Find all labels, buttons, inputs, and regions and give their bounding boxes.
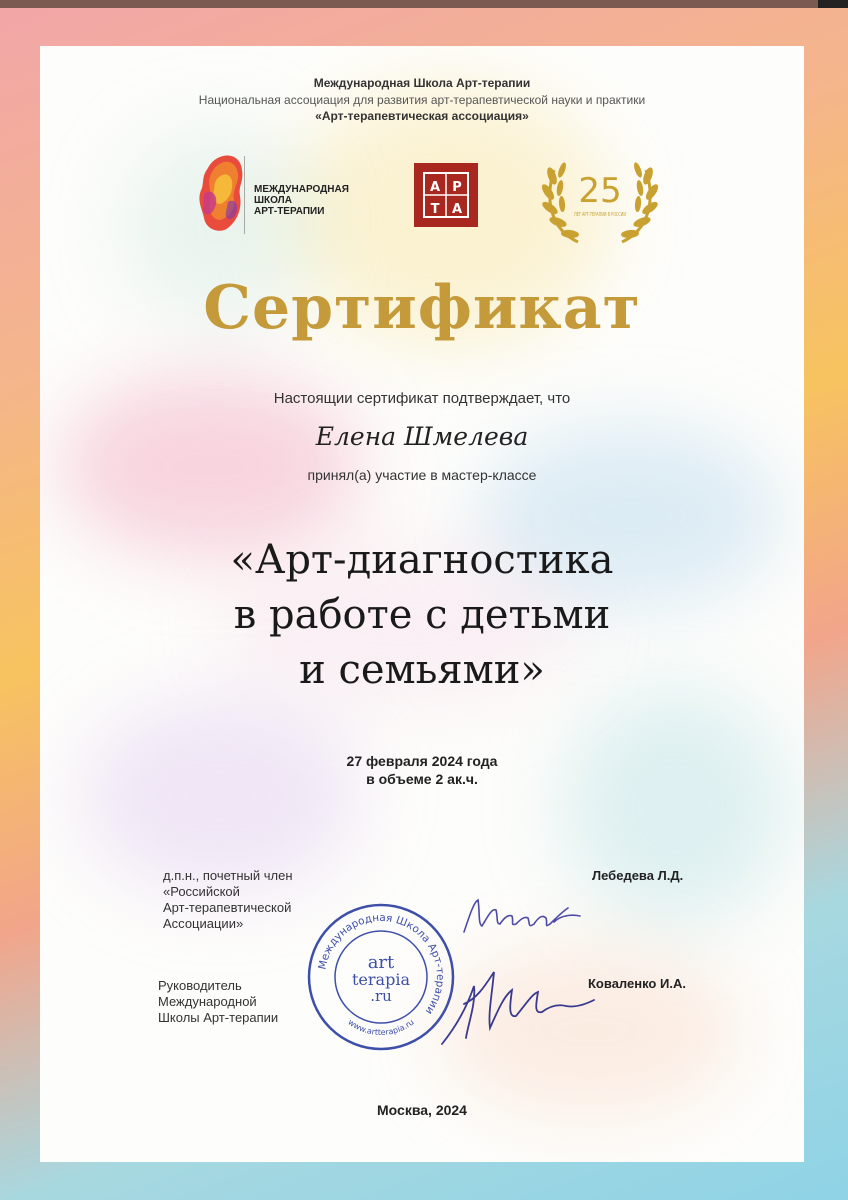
event-date: 27 февраля 2024 года bbox=[346, 753, 498, 769]
arta-badge-letter: А bbox=[429, 180, 441, 195]
role-line: Школы Арт-терапии bbox=[158, 1010, 279, 1025]
signatory-2-name: Коваленко И.А. bbox=[588, 976, 686, 991]
stamp-center-line: terapia bbox=[352, 970, 410, 989]
stamp-center-line: .ru bbox=[370, 987, 392, 1005]
anniversary-number: 25 bbox=[578, 171, 622, 211]
anniversary-laurel-logo bbox=[538, 150, 662, 246]
course-title-line: «Арт-диагностика bbox=[230, 537, 614, 583]
school-stamp bbox=[306, 902, 456, 1052]
header-school-name: Международная Школа Арт-терапии bbox=[313, 76, 531, 90]
school-logo-text bbox=[254, 184, 374, 217]
signature-kovalenko bbox=[438, 964, 598, 1048]
top-corner-shade bbox=[818, 0, 848, 8]
logo-divider bbox=[244, 156, 245, 234]
role-line: Руководитель bbox=[158, 978, 242, 993]
school-logo bbox=[198, 148, 368, 238]
school-logo-line: АРТ-ТЕРАПИИ bbox=[254, 206, 325, 217]
signatory-2-role bbox=[158, 978, 278, 1026]
course-title bbox=[40, 533, 804, 698]
event-volume: в объеме 2 ак.ч. bbox=[366, 771, 478, 787]
watercolor-head-icon bbox=[198, 148, 244, 238]
stamp-ring-text: Международная Школа Арт-терапии bbox=[316, 911, 447, 1017]
arta-badge-letter: Р bbox=[452, 180, 462, 195]
role-line: Ассоциации» bbox=[163, 916, 244, 931]
event-date-block bbox=[40, 752, 804, 788]
header-association-desc: Национальная ассоциация для развития арт-терапевтической науки и практики bbox=[198, 93, 646, 107]
arta-badge-letter: Т bbox=[430, 202, 440, 217]
school-logo-line: ШКОЛА bbox=[254, 195, 292, 206]
signatory-1-name: Лебедева Л.Д. bbox=[592, 868, 684, 883]
top-status-strip bbox=[0, 0, 848, 8]
course-title-line: и семьями» bbox=[299, 647, 545, 693]
watercolor-wash bbox=[560, 686, 790, 926]
signatory-1-role bbox=[163, 868, 293, 932]
stamp-url: www.artterapia.ru bbox=[346, 1017, 416, 1038]
role-line: д.п.н., почетный член bbox=[163, 868, 293, 883]
role-line: Международной bbox=[158, 994, 257, 1009]
arta-badge-letter: А bbox=[451, 202, 463, 217]
participation-text: принял(а) участие в мастер-классе bbox=[307, 467, 537, 483]
confirm-text: Настоящии сертификат подтверждает, что bbox=[273, 390, 571, 407]
course-title-line: в работе с детьми bbox=[233, 592, 611, 638]
anniversary-caption: ЛЕТ АРТ-ТЕРАПИИ В РОССИИ bbox=[574, 212, 627, 218]
certificate-title: Сертификат bbox=[203, 273, 641, 343]
city-year: Москва, 2024 bbox=[377, 1102, 467, 1118]
certificate-sheet bbox=[40, 46, 804, 1162]
role-line: «Российской bbox=[163, 884, 240, 899]
signature-lebedeva bbox=[458, 894, 588, 938]
role-line: Арт-терапевтической bbox=[163, 900, 292, 915]
header-association-name: «Арт-терапевтическая ассоциация» bbox=[315, 109, 529, 123]
watercolor-wash bbox=[80, 696, 360, 896]
recipient-name: Елена Шмелева bbox=[315, 422, 529, 451]
stamp-center-line: art bbox=[367, 952, 395, 973]
arta-badge bbox=[414, 163, 478, 227]
school-logo-line: МЕЖДУНАРОДНАЯ bbox=[254, 184, 349, 195]
